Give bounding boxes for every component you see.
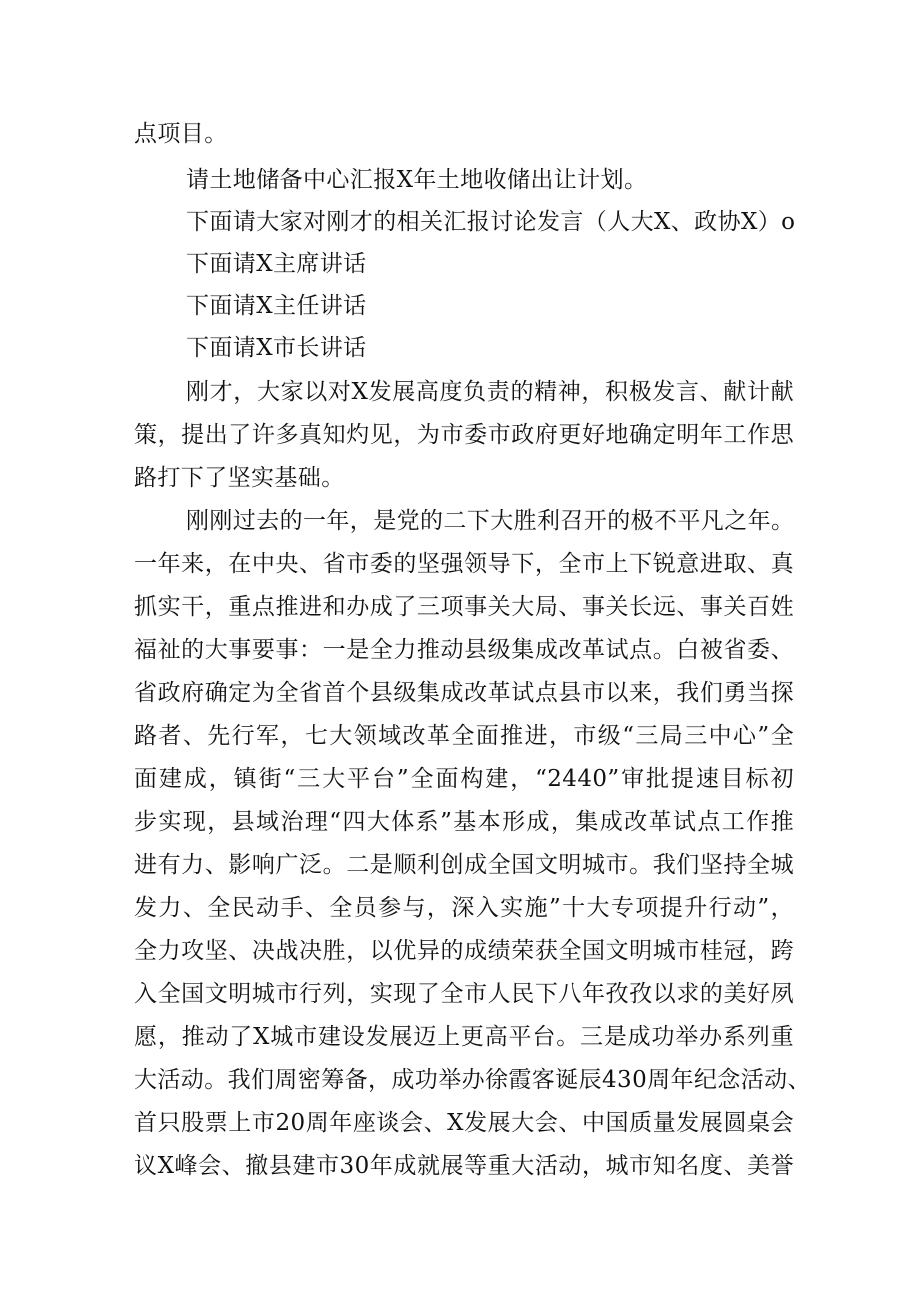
text-line: 首只股票上市20周年座谈会、X发展大会、中国质量发展圆桌会 <box>134 1110 794 1136</box>
text-line: 省政府确定为全省首个县级集成改革试点县市以来，我们勇当探 <box>134 680 794 706</box>
text-line: 愿，推动了X城市建设发展迈上更高平台。三是成功举办系列重 <box>134 1024 794 1050</box>
text-line: 点项目。 <box>134 121 228 147</box>
text-line: 议X峰会、撤县建市30年成就展等重大活动，城市知名度、美誉 <box>134 1153 794 1179</box>
text-line: 路打下了坚实基础。 <box>134 465 345 491</box>
text-line: 刚刚过去的一年，是党的二下大胜利召开的极不平凡之年。 <box>186 508 795 534</box>
text-line: 福祉的大事要事：一是全力推动县级集成改革试点。白被省委、 <box>134 637 794 663</box>
text-line: 发力、全民动手、全员参与，深入实施”十大专项提升行动”， <box>134 895 794 921</box>
text-line: 策，提出了许多真知灼见，为市委市政府更好地确定明年工作思 <box>134 422 794 448</box>
text-line: 路者、先行军，七大领域改革全面推进，市级“三局三中心”全 <box>134 723 794 749</box>
text-line: 请土地储备中心汇报X年土地收储出让计划。 <box>186 167 648 193</box>
text-line: 下面请X主任讲话 <box>186 293 367 319</box>
text-line: 一年来，在中央、省市委的坚强领导下，全市上下锐意进取、真 <box>134 551 794 577</box>
text-line: 入全国文明城市行列，实现了全市人民下八年孜孜以求的美好夙 <box>134 981 794 1007</box>
text-line: 抓实干，重点推进和办成了三项事关大局、事关长远、事关百姓 <box>134 594 794 620</box>
text-line: 刚才，大家以对X发展高度负责的精神，积极发言、献计献 <box>186 379 794 405</box>
text-line: 大活动。我们周密筹备，成功举办徐霞客诞辰430周年纪念活动、 <box>134 1067 811 1093</box>
text-line: 面建成，镇街“三大平台”全面构建，“2440”审批提速目标初 <box>134 766 794 792</box>
text-line: 下面请大家对刚才的相关汇报讨论发言（人大X、政协X）o <box>186 209 796 235</box>
text-line: 下面请X主席讲话 <box>186 251 367 277</box>
text-line: 下面请X市长讲话 <box>186 335 367 361</box>
text-line: 全力攻坚、决战决胜，以优异的成绩荣获全国文明城市桂冠，跨 <box>134 938 794 964</box>
text-line: 步实现，县域治理“四大体系”基本形成，集成改革试点工作推 <box>134 809 794 835</box>
text-line: 进有力、影响广泛。二是顺利创成全国文明城市。我们坚持全城 <box>134 852 794 878</box>
